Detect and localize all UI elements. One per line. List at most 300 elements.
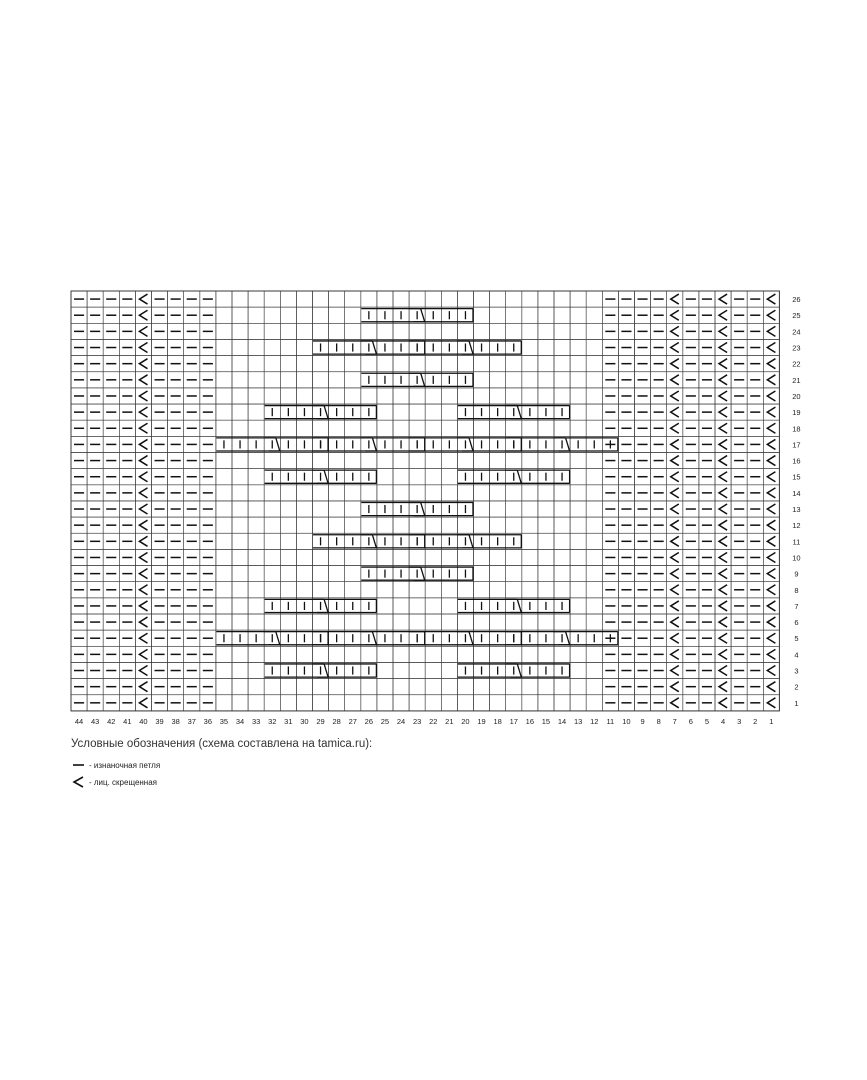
grid-cell [474,566,490,582]
twisted-symbol [671,472,679,482]
grid-cell [667,420,683,436]
grid-cell [763,339,779,355]
row-label: 20 [792,391,801,401]
grid-cell [441,614,457,630]
grid-cell [490,549,506,565]
grid-cell [522,533,538,549]
grid-cell [554,614,570,630]
grid-cell [441,695,457,711]
grid-cell [425,517,441,533]
twisted-symbol [139,488,147,498]
grid-cell [554,566,570,582]
twisted-symbol [139,326,147,336]
twisted-symbol [139,407,147,417]
grid-cell [425,453,441,469]
cable-diagonal [517,470,521,483]
grid-cell [425,420,441,436]
cable-diagonal [324,406,328,419]
twisted-symbol [671,520,679,530]
grid-cell [490,485,506,501]
twisted-symbol [139,504,147,514]
cable-diagonal [324,599,328,612]
grid-cell [425,646,441,662]
twisted-symbol [139,666,147,676]
grid-cell [264,291,280,307]
twisted-symbol [719,391,727,401]
row-label: 3 [794,666,799,676]
grid-cell [377,582,393,598]
grid-cell [296,372,312,388]
grid-cell [490,453,506,469]
grid-cell [135,549,151,565]
grid-cell [135,517,151,533]
grid-cell [216,307,232,323]
grid-cell [345,517,361,533]
grid-cell [409,679,425,695]
grid-cell [264,339,280,355]
grid-cell [329,388,345,404]
grid-cell [425,582,441,598]
row-label: 23 [792,343,801,353]
grid-cell [329,453,345,469]
grid-cell [425,679,441,695]
grid-cell [296,453,312,469]
grid-cell [457,453,473,469]
grid-cell [506,291,522,307]
twisted-symbol [719,536,727,546]
twisted-symbol [719,456,727,466]
cable-diagonal [469,341,473,354]
twisted-symbol [767,407,775,417]
grid-cell [554,679,570,695]
grid-cell [409,517,425,533]
grid-cell [232,469,248,485]
grid-cell [280,372,296,388]
grid-cell [538,646,554,662]
grid-cell [248,323,264,339]
grid-cell [474,679,490,695]
grid-cell [490,323,506,339]
grid-cell [715,679,731,695]
grid-cell [441,662,457,678]
grid-cell [216,549,232,565]
twisted-symbol [671,698,679,708]
grid-cell [409,323,425,339]
grid-cell [264,549,280,565]
grid-cell [506,582,522,598]
row-label: 16 [792,456,801,466]
grid-cell [409,549,425,565]
grid-cell [393,646,409,662]
grid-cell [296,695,312,711]
twisted-symbol [767,536,775,546]
grid-cell [313,307,329,323]
row-label: 25 [792,311,801,321]
column-label: 4 [720,716,726,726]
grid-cell [457,695,473,711]
twisted-symbol [139,423,147,433]
grid-cell [570,453,586,469]
column-label: 38 [171,716,180,726]
grid-cell [715,469,731,485]
column-label: 25 [380,716,390,726]
grid-cell [345,646,361,662]
column-label: 15 [541,716,551,726]
grid-cell [345,501,361,517]
grid-cell [570,549,586,565]
grid-cell [763,630,779,646]
grid-cell [216,404,232,420]
grid-cell [506,307,522,323]
grid-cell [409,469,425,485]
grid-cell [554,420,570,436]
grid-cell [248,695,264,711]
grid-cell [474,614,490,630]
grid-cell [474,646,490,662]
grid-cell [522,646,538,662]
grid-cell [586,291,602,307]
column-label: 42 [107,716,116,726]
grid-cell [296,614,312,630]
grid-cell [490,356,506,372]
grid-cell [490,679,506,695]
cable-diagonal [517,664,521,677]
grid-cell [570,679,586,695]
grid-cell [329,323,345,339]
grid-cell [425,598,441,614]
grid-cell [232,485,248,501]
grid-cell [474,291,490,307]
grid-cell [425,291,441,307]
column-label: 40 [139,716,148,726]
twisted-symbol [719,649,727,659]
twisted-symbol [671,391,679,401]
grid-cell [586,404,602,420]
grid-cell [441,549,457,565]
grid-cell [554,453,570,469]
grid-cell [586,533,602,549]
twisted-symbol [719,520,727,530]
grid-cell [715,646,731,662]
grid-cell [296,566,312,582]
grid-cell [135,404,151,420]
twisted-symbol [767,423,775,433]
grid-cell [441,679,457,695]
grid-cell [296,291,312,307]
grid-cell [280,533,296,549]
column-label: 33 [251,716,261,726]
grid-cell [715,598,731,614]
grid-cell [313,453,329,469]
grid-cell [522,695,538,711]
cable-diagonal [421,567,425,580]
grid-cell [248,469,264,485]
twisted-symbol [719,343,727,353]
grid-cell [264,420,280,436]
column-label: 30 [300,716,309,726]
grid-cell [441,291,457,307]
grid-cell [329,420,345,436]
legend-title: Условные обозначения (схема составлена на tamica.ru): [71,738,373,750]
twisted-symbol [671,617,679,627]
grid-cell [667,679,683,695]
twisted-symbol [767,520,775,530]
grid-cell [377,614,393,630]
twisted-symbol [671,488,679,498]
grid-cell [232,662,248,678]
cable-diagonal [372,438,376,451]
grid-cell [377,549,393,565]
cable-diagonal [276,632,280,645]
grid-cell [457,582,473,598]
row-label: 6 [794,618,799,628]
twisted-symbol [719,359,727,369]
grid-cell [586,662,602,678]
grid-cell [135,291,151,307]
grid-cell [586,679,602,695]
grid-cell [232,356,248,372]
grid-cell [554,646,570,662]
grid-cell [586,372,602,388]
column-label: 23 [412,716,422,726]
grid-cell [248,339,264,355]
grid-cell [345,549,361,565]
grid-cell [361,420,377,436]
grid-cell [216,469,232,485]
cable-diagonal [421,309,425,322]
grid-cell [457,323,473,339]
grid-cell [296,339,312,355]
grid-cell [313,517,329,533]
twisted-symbol [767,682,775,692]
column-label: 12 [590,716,599,726]
grid-cell [393,323,409,339]
twisted-symbol [671,536,679,546]
column-label: 24 [396,716,406,726]
twisted-symbol [139,456,147,466]
grid-cell [554,533,570,549]
grid-cell [441,646,457,662]
grid-cell [586,307,602,323]
twisted-symbol [139,391,147,401]
grid-cell [667,372,683,388]
grid-cell [361,646,377,662]
grid-cell [232,614,248,630]
cable-diagonal [372,341,376,354]
grid-cell [264,356,280,372]
grid-cell [586,582,602,598]
row-label: 8 [794,585,799,595]
column-label: 8 [656,716,661,726]
grid-cell [425,614,441,630]
grid-cell [264,679,280,695]
grid-cell [506,420,522,436]
twisted-symbol [767,472,775,482]
grid-cell [763,598,779,614]
grid-cell [313,323,329,339]
grid-cell [570,469,586,485]
grid-cell [135,582,151,598]
grid-cell [474,323,490,339]
grid-cell [345,679,361,695]
twisted-symbol [719,698,727,708]
grid-cell [554,485,570,501]
grid-cell [522,323,538,339]
grid-cell [313,388,329,404]
grid-cell [135,436,151,452]
grid-cell [393,291,409,307]
cable-diagonal [276,438,280,451]
row-label: 21 [792,375,801,385]
twisted-symbol [139,617,147,627]
grid-cell [538,679,554,695]
grid-cell [506,453,522,469]
grid-cell [538,291,554,307]
column-label: 11 [606,716,615,726]
grid-cell [763,291,779,307]
grid-cell [441,388,457,404]
column-label: 1 [769,716,774,726]
twisted-symbol [767,488,775,498]
grid-cell [667,662,683,678]
grid-cell [345,582,361,598]
grid-cell [135,695,151,711]
grid-cell [393,420,409,436]
column-label: 14 [557,716,567,726]
twisted-symbol [719,617,727,627]
grid-cell [506,388,522,404]
grid-cell [457,646,473,662]
grid-cell [248,372,264,388]
grid-cell [264,388,280,404]
column-label: 20 [461,716,470,726]
grid-cell [409,662,425,678]
grid-cell [538,582,554,598]
twisted-symbol [671,375,679,385]
grid-cell [715,695,731,711]
grid-cell [763,662,779,678]
grid-cell [715,307,731,323]
grid-cell [409,388,425,404]
grid-cell [522,517,538,533]
grid-cell [570,695,586,711]
grid-cell [232,695,248,711]
grid-cell [135,533,151,549]
grid-cell [490,420,506,436]
cable-diagonal [469,535,473,548]
grid-cell [667,388,683,404]
grid-cell [248,614,264,630]
grid-cell [554,307,570,323]
grid-cell [763,566,779,582]
grid-cell [457,356,473,372]
grid-cell [345,291,361,307]
grid-cell [296,420,312,436]
grid-cell [135,614,151,630]
grid-cell [586,695,602,711]
grid-cell [457,679,473,695]
grid-cell [506,679,522,695]
grid-cell [586,646,602,662]
grid-cell [377,469,393,485]
grid-cell [135,646,151,662]
grid-cell [715,533,731,549]
grid-cell [135,323,151,339]
twisted-symbol [671,310,679,320]
grid-cell [441,356,457,372]
grid-cell [264,501,280,517]
grid-cell [441,485,457,501]
grid-cell [667,582,683,598]
grid-cell [490,582,506,598]
grid-cell [280,614,296,630]
grid-cell [248,356,264,372]
grid-cell [393,404,409,420]
grid-cell [570,339,586,355]
grid-cell [586,517,602,533]
grid-cell [135,485,151,501]
twisted-symbol [719,326,727,336]
twisted-symbol [767,649,775,659]
cable-diagonal [372,535,376,548]
grid-cell [474,501,490,517]
column-label: 28 [332,716,341,726]
column-label: 26 [364,716,374,726]
grid-cell [667,339,683,355]
grid-cell [586,566,602,582]
grid-cell [763,372,779,388]
twisted-symbol [719,569,727,579]
grid-cell [570,533,586,549]
grid-cell [715,566,731,582]
grid-cell [425,485,441,501]
grid-cell [232,420,248,436]
grid-cell [232,566,248,582]
twisted-symbol [767,326,775,336]
column-label: 13 [573,716,583,726]
grid-cell [490,501,506,517]
grid-cell [538,388,554,404]
grid-cell [248,582,264,598]
grid-cell [763,485,779,501]
grid-cell [763,533,779,549]
grid-cell [763,517,779,533]
grid-cell [522,356,538,372]
grid-cell [441,582,457,598]
grid-cell [296,517,312,533]
grid-cell [522,339,538,355]
twisted-symbol [139,520,147,530]
grid-cell [377,695,393,711]
grid-cell [345,356,361,372]
grid-cell [216,679,232,695]
grid-cell [296,323,312,339]
twisted-symbol [719,488,727,498]
row-label: 9 [794,569,799,579]
twisted-symbol [139,359,147,369]
twisted-symbol [139,585,147,595]
grid-cell [329,517,345,533]
grid-cell [586,388,602,404]
twisted-symbol [671,407,679,417]
grid-cell [393,614,409,630]
twisted-symbol [767,294,775,304]
grid-cell [490,372,506,388]
grid-cell [232,404,248,420]
grid-cell [667,598,683,614]
twisted-symbol [767,585,775,595]
grid-cell [345,307,361,323]
